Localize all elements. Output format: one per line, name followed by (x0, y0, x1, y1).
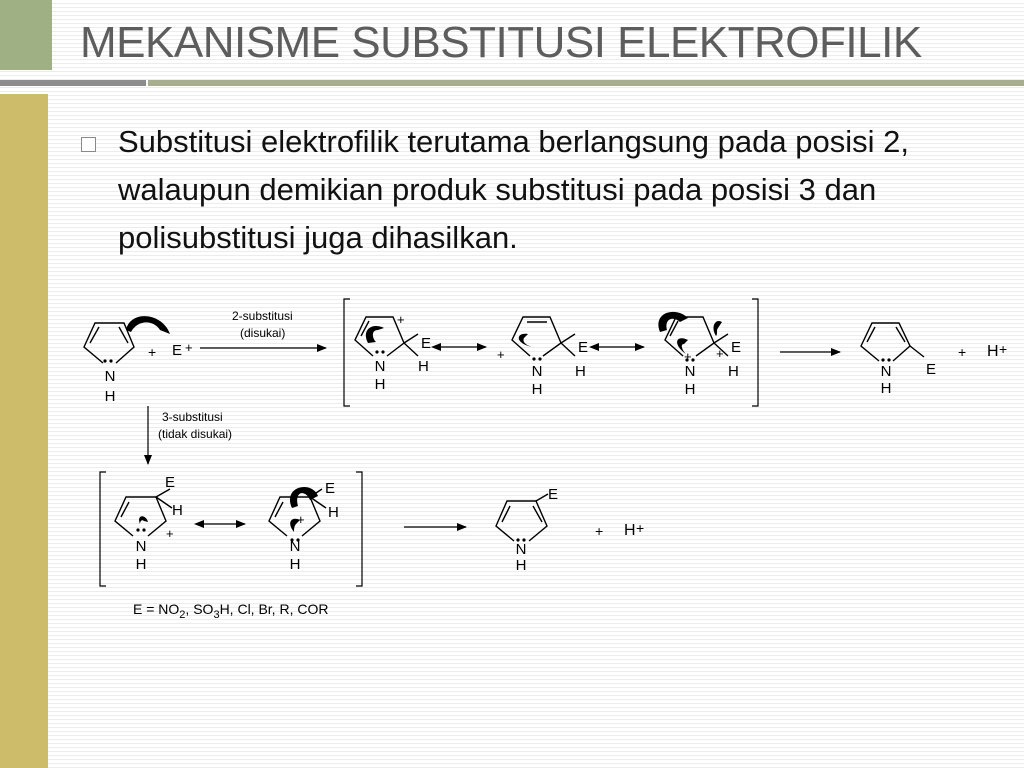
atom-label: N (880, 363, 892, 380)
atom-label: E (731, 339, 742, 356)
route-2-note: (disukai) (240, 326, 286, 340)
legend-subscript: 2 (179, 609, 186, 621)
sigma-complex-a (355, 317, 418, 356)
atom-label: N (531, 363, 543, 380)
charge-sign: + (497, 347, 505, 362)
legend-part: H, Cl, Br, R, COR (219, 601, 329, 617)
atom-label: E (578, 339, 589, 356)
lone-pair (142, 528, 145, 531)
product-3-substituted (496, 494, 548, 541)
bracket-right (752, 299, 758, 406)
atom-label: E (165, 474, 176, 491)
charge-sign: + (397, 312, 405, 327)
plus-sign: + (595, 523, 604, 539)
curved-arrow-icon (519, 334, 532, 347)
atom-label: N (515, 541, 527, 558)
charge-sign: + (716, 346, 724, 361)
atom-label: H (374, 376, 386, 393)
charge-sign: + (999, 341, 1008, 357)
curved-arrow-icon (139, 516, 148, 524)
lone-pair (538, 357, 541, 360)
route-3-label: 3-substitusi (162, 410, 223, 424)
electrophile-label: E (172, 342, 183, 359)
atom-label: E (325, 480, 336, 497)
atom-label: H (135, 556, 147, 573)
charge-sign: + (636, 520, 645, 536)
lone-pair (109, 359, 112, 362)
proton-label: H (624, 522, 636, 539)
atom-label: N (135, 538, 147, 555)
proton-label: H (987, 343, 999, 360)
atom-label: N (104, 368, 116, 385)
legend-part: E = NO (133, 601, 180, 617)
atom-label: H (880, 380, 892, 397)
electrophile-legend (133, 601, 328, 621)
charge-sign: + (166, 526, 174, 541)
charge-sign: + (297, 512, 305, 527)
bullet-text: Substitusi elektrofilik terutama berlangsung pada posisi 2, walaupun demikian produk substitusi pada posisi 3 dan polisubstitusi juga dihasilkan. (118, 124, 909, 255)
atom-label: H (104, 388, 116, 405)
lone-pair (887, 358, 890, 361)
atom-label: H (728, 363, 739, 380)
plus-sign: + (148, 344, 157, 360)
atom-label: H (172, 502, 183, 519)
bracket-right (356, 472, 362, 586)
curved-arrow-icon (714, 321, 722, 336)
legend-subscript: 3 (213, 609, 220, 621)
lone-pair (103, 359, 106, 362)
bracket-left (100, 472, 106, 586)
atom-label: N (374, 358, 386, 375)
lone-pair (881, 358, 884, 361)
bracket-left (344, 299, 350, 406)
atom-label: H (515, 557, 527, 574)
atom-label: H (531, 381, 543, 398)
legend-part: , SO (185, 601, 214, 617)
atom-label: E (548, 486, 559, 503)
lone-pair (136, 528, 139, 531)
atom-label: H (684, 381, 696, 398)
slide-title: MEKANISME SUBSTITUSI ELEKTROFILIK (80, 18, 922, 67)
curved-arrow-icon (126, 316, 170, 334)
curved-arrow-icon (366, 326, 384, 343)
route-3-note: (tidak disukai) (158, 427, 233, 441)
lone-pair (691, 358, 694, 361)
atom-label: N (289, 538, 301, 555)
atom-label: N (684, 363, 696, 380)
lone-pair (375, 350, 378, 353)
atom-label: H (328, 504, 339, 521)
atom-label: H (289, 556, 301, 573)
atom-label: E (926, 361, 937, 378)
charge-sign: + (185, 340, 193, 355)
plus-sign: + (958, 344, 967, 360)
lone-pair (381, 350, 384, 353)
atom-label: H (575, 363, 586, 380)
charge-sign: + (684, 349, 692, 364)
route-2-label: 2-substitusi (232, 309, 293, 323)
lone-pair (532, 357, 535, 360)
atom-label: H (418, 358, 429, 375)
atom-label: E (421, 335, 432, 352)
product-2-substituted (861, 323, 924, 361)
